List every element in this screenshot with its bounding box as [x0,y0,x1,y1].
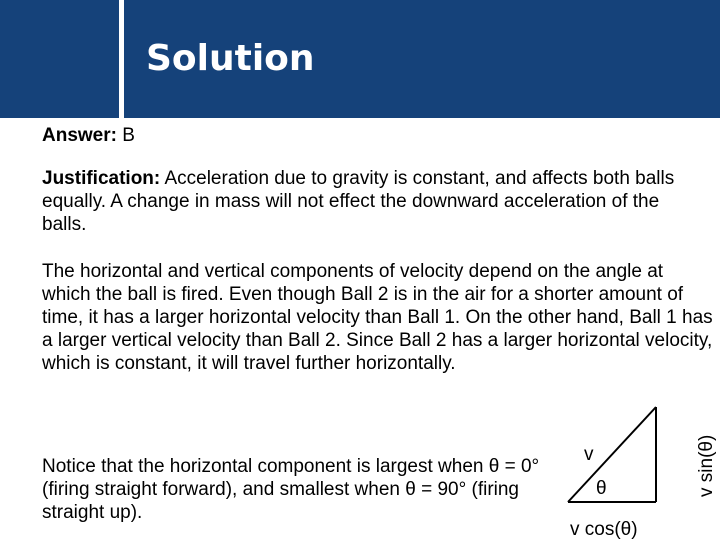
answer-value: B [122,125,135,146]
hypotenuse-label: v [584,444,594,465]
explanation-paragraph: The horizontal and vertical components of velocity depend on the angle at which the ball is fired. Even though Ball 2 is in the air for a shorter amount of time, it has a larger horizontal velocity than Ball 1. On the other hand, Ball 1 has a larger vertical velocity than Ball 2. Since Ball 2 has a larger horizontal velocity, which is constant, it will travel further horizontally. [42,261,713,374]
header-bar [0,0,720,118]
answer-label: Answer: [42,125,117,146]
justification-label: Justification: [42,168,161,189]
justification-text: Acceleration due to gravity is constant, and affects both balls equally. A change in mass will not effect the downward acceleration of the balls. [42,168,675,235]
angle-label: θ [596,478,607,499]
hypotenuse-line [568,407,656,502]
notice-paragraph: Notice that the horizontal component is largest when θ = 0° (firing straight forward), and smallest when θ = 90° (firing straight up). [42,456,540,523]
answer-line [42,124,135,147]
justification-block [42,167,702,236]
horizontal-label: v cos(θ) [570,519,638,540]
vertical-label: v sin(θ) [696,434,717,497]
velocity-triangle-diagram [560,395,720,540]
page-title: Solution [146,38,315,79]
header-left-block [0,0,118,118]
